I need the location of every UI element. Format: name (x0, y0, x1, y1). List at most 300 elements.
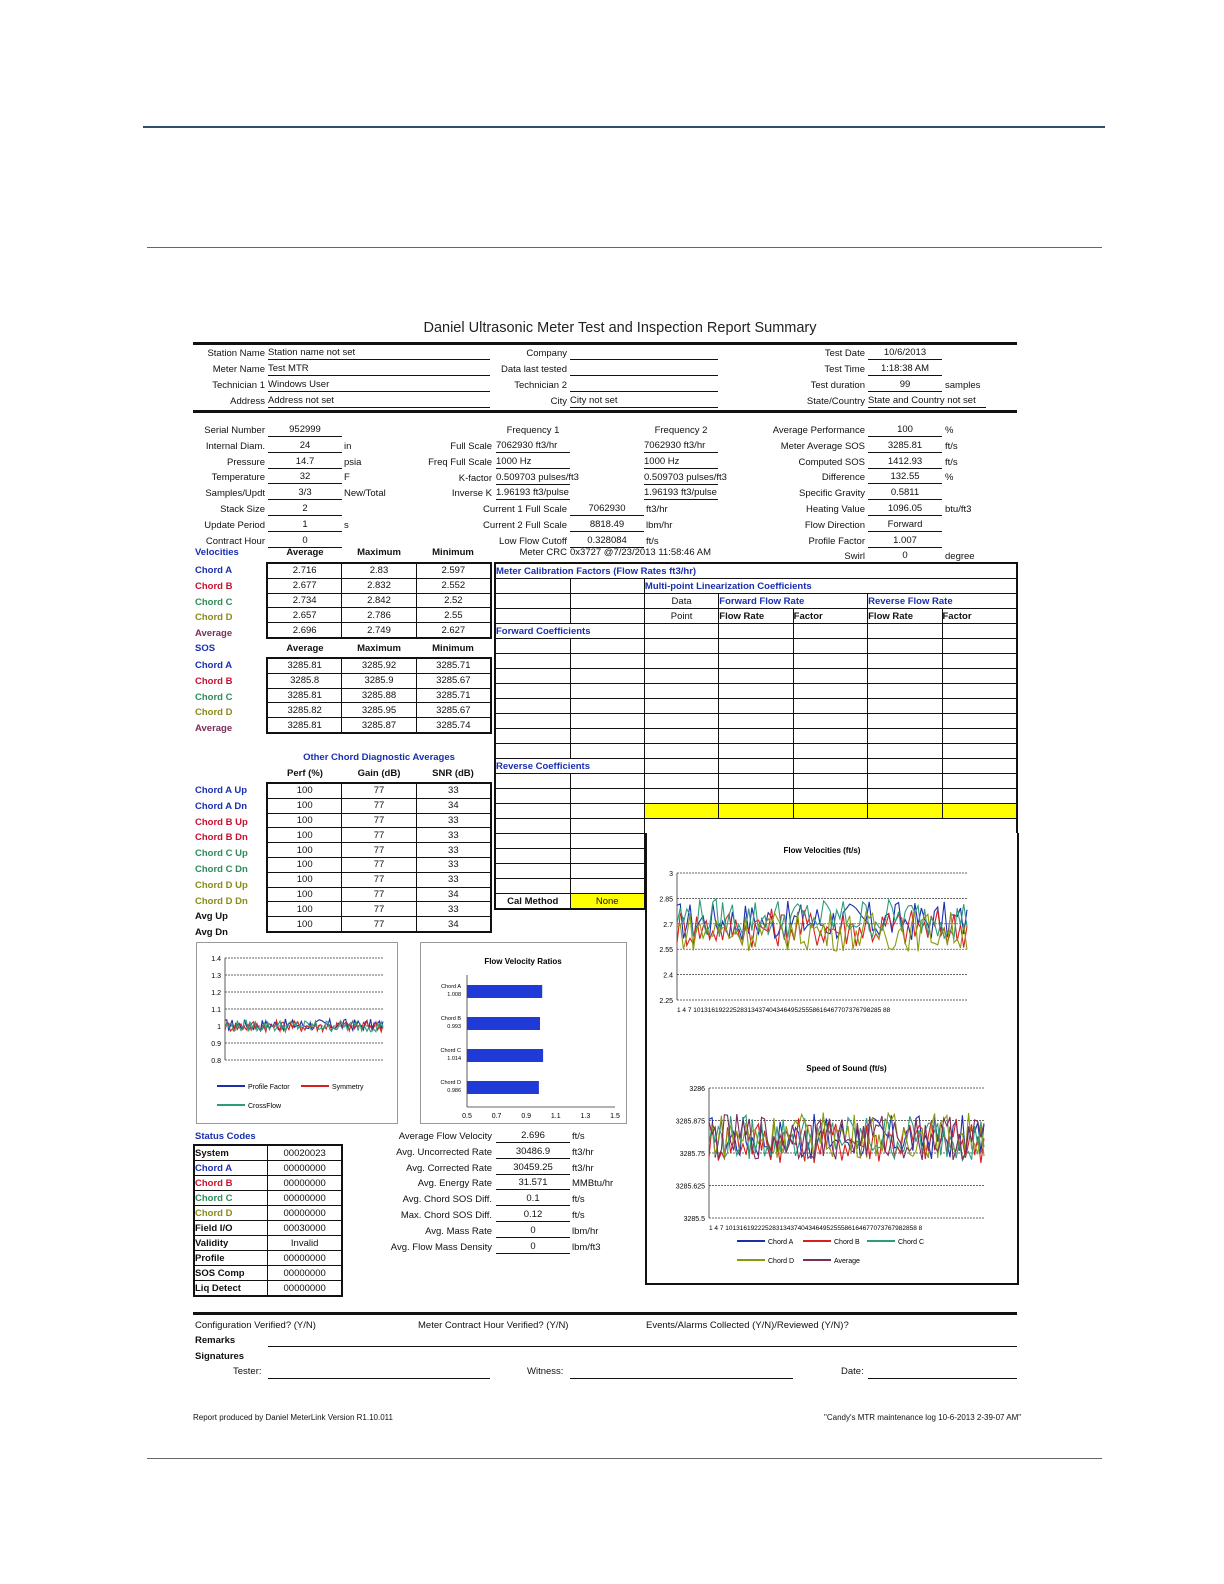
x-tick-label: 0.7 (491, 1113, 502, 1120)
meter-name: Test MTR (268, 363, 490, 376)
table-cell (942, 804, 1017, 819)
table-cell: 77 (342, 857, 416, 872)
table-row (495, 819, 1017, 834)
test-duration: 99 (868, 379, 942, 392)
row-label: Avg Up (195, 911, 228, 923)
column-header: Factor (942, 609, 1017, 624)
status-label: Field I/O (194, 1221, 268, 1236)
param-value: 3/3 (268, 487, 342, 500)
average-value: 0.12 (496, 1209, 570, 1222)
table-cell (719, 699, 793, 714)
technician2 (570, 379, 718, 392)
bar-category-label: Chord B (440, 1016, 461, 1022)
table-row (267, 593, 491, 608)
perf-value: Forward (868, 519, 942, 532)
current-value: 8818.49 (570, 519, 644, 532)
footer-rule (147, 1458, 1102, 1459)
table-row (267, 578, 491, 593)
table-cell (719, 759, 793, 774)
table-cell: 2.749 (342, 623, 416, 638)
date-line (868, 1378, 1017, 1379)
average-label: Avg. Corrected Rate (406, 1162, 492, 1174)
table-row (495, 639, 1017, 654)
table-row (267, 843, 491, 858)
data-grid (266, 782, 492, 933)
remarks-line (268, 1346, 1017, 1347)
table-cell (495, 864, 570, 879)
table-cell (570, 819, 644, 834)
profile-chart-box (196, 942, 398, 1124)
table-cell (495, 654, 570, 669)
tester-label: Tester: (233, 1366, 262, 1377)
table-cell (719, 774, 793, 789)
table-cell (868, 759, 942, 774)
table-row (495, 624, 1017, 639)
table-cell: 3285.92 (342, 658, 416, 673)
table-row (267, 623, 491, 638)
table-cell: 33 (416, 828, 491, 843)
table-cell: 33 (416, 902, 491, 917)
status-label: Chord A (194, 1161, 268, 1176)
top-rule (143, 126, 1105, 128)
table-cell (719, 714, 793, 729)
table-cell (719, 744, 793, 759)
table-cell (719, 804, 793, 819)
table-row (495, 654, 1017, 669)
average-unit: ft/s (572, 1210, 585, 1221)
report-title: Daniel Ultrasonic Meter Test and Inspection Report Summary (423, 320, 817, 336)
table-cell (495, 879, 570, 894)
table-row (194, 1236, 342, 1251)
table-row (495, 594, 1017, 609)
param-value: 14.7 (268, 456, 342, 469)
row-label: Chord D Dn (195, 895, 248, 907)
table-cell (495, 834, 570, 849)
table-row (495, 699, 1017, 714)
bar-chord-b (467, 1017, 540, 1030)
events-reviewed: Events/Alarms Collected (Y/N)/Reviewed (Y/N)? (646, 1320, 849, 1331)
table-cell: 100 (267, 783, 342, 798)
freq1-value: 0.509703 pulses/ft3 (496, 471, 579, 483)
param-unit: New/Total (344, 488, 386, 500)
station-name: Station name not set (268, 347, 490, 360)
table-cell (942, 819, 1017, 834)
legend-label: Chord B (834, 1239, 860, 1246)
average-value: 30459.25 (496, 1162, 570, 1175)
table-row (495, 759, 1017, 774)
table-cell (495, 714, 570, 729)
bar-chord-a (467, 985, 542, 998)
table-row (194, 1161, 342, 1176)
table-cell (719, 669, 793, 684)
tester-line (268, 1378, 490, 1379)
freq-label: K-factor (458, 472, 492, 484)
param-label: Contract Hour (205, 535, 265, 547)
param-unit: in (344, 440, 352, 452)
table-cell (868, 699, 942, 714)
table-cell (868, 684, 942, 699)
table-cell (942, 669, 1017, 684)
table-cell: 100 (267, 887, 342, 902)
average-value: 0 (496, 1225, 570, 1238)
table-cell (793, 789, 867, 804)
param-label: Temperature (211, 472, 265, 484)
data-grid (266, 657, 492, 734)
table-row (267, 917, 491, 932)
param-unit: psia (344, 456, 362, 468)
table-cell (793, 744, 867, 759)
y-tick-label: 2.7 (663, 921, 673, 929)
table-cell (495, 699, 570, 714)
table-cell: 77 (342, 917, 416, 932)
table-cell: 34 (416, 798, 491, 813)
table-cell (942, 624, 1017, 639)
technician1: Windows User (268, 379, 490, 392)
table-cell (570, 669, 644, 684)
row-label: Avg Dn (195, 927, 228, 939)
y-tick-label: 1.2 (211, 990, 221, 997)
freq1-value: 1000 Hz (496, 456, 570, 469)
perf-value: 100 (868, 424, 942, 437)
table-cell: 2.55 (416, 608, 491, 623)
table-row (194, 1145, 342, 1161)
perf-label: Difference (821, 472, 865, 484)
table-cell (942, 654, 1017, 669)
calibration-title: Meter Calibration Factors (Flow Rates ft3/hr) (495, 563, 1017, 579)
y-tick-label: 2.85 (659, 896, 673, 904)
column-header: Perf (%) (287, 768, 323, 779)
row-label: Chord A (195, 660, 233, 671)
status-value: Invalid (268, 1236, 342, 1251)
config-verified: Configuration Verified? (Y/N) (195, 1320, 316, 1331)
table-cell (793, 759, 867, 774)
row-label: Average (195, 628, 233, 640)
status-value: 00000000 (268, 1266, 342, 1281)
y-tick-label: 0.8 (211, 1058, 221, 1065)
row-label: Chord B Dn (195, 832, 248, 844)
cal-method-value: None (570, 894, 644, 910)
row-label: Chord B Up (195, 816, 248, 828)
table-row (495, 579, 1017, 594)
status-label: Profile (194, 1251, 268, 1266)
table-cell: 2.696 (267, 623, 342, 638)
table-cell (942, 774, 1017, 789)
legend-label: Chord C (898, 1239, 925, 1246)
table-cell (570, 729, 644, 744)
table-cell (570, 774, 644, 789)
table-cell: 2.716 (267, 563, 342, 578)
x-tick-label: 1.5 (610, 1113, 620, 1120)
freq1-value: 1.96193 ft3/pulse (496, 487, 569, 499)
average-label: Average Flow Velocity (398, 1131, 492, 1142)
table-cell (570, 714, 644, 729)
chart-title: Speed of Sound (ft/s) (806, 1064, 887, 1073)
table-cell (570, 684, 644, 699)
table-cell: 3285.71 (416, 688, 491, 703)
table-cell (644, 699, 718, 714)
table-cell (719, 789, 793, 804)
y-tick-label: 3 (669, 871, 673, 878)
x-tick-label: 1.1 (550, 1113, 561, 1120)
date-label: Date: (841, 1366, 864, 1377)
param-value: 32 (268, 471, 342, 484)
table-cell (868, 669, 942, 684)
row-label: Chord A Dn (195, 800, 248, 812)
table-cell (942, 639, 1017, 654)
table-cell (793, 714, 867, 729)
freq-label: Inverse K (451, 488, 492, 500)
y-tick-label: 1.1 (211, 1007, 221, 1014)
table-cell (570, 609, 644, 624)
table-cell: 100 (267, 798, 342, 813)
x-tick-labels: 1 4 7 1013161922252831343740434649525558616467707376798285 88 (677, 1007, 891, 1014)
freq-label: Freq Full Scale (428, 456, 492, 468)
average-value: 31.571 (496, 1177, 570, 1190)
row-label: Chord A (195, 565, 233, 576)
table-cell (719, 819, 793, 834)
perf-label: Swirl (844, 551, 865, 563)
legend-label: Average (834, 1258, 860, 1265)
sos-title: SOS (195, 643, 216, 654)
right-chart-panel (645, 833, 1019, 1285)
table-cell: 2.734 (267, 593, 342, 608)
table-cell: 77 (342, 887, 416, 902)
perf-value: 3285.81 (868, 440, 942, 453)
table-cell (719, 639, 793, 654)
average-value: 0.1 (496, 1193, 570, 1206)
freq-label: Full Scale (450, 441, 492, 452)
table-cell (868, 624, 942, 639)
table-cell: 34 (416, 917, 491, 932)
chart-title: Flow Velocities (ft/s) (783, 846, 861, 855)
perf-unit: ft/s (945, 456, 958, 468)
table-row (267, 798, 491, 813)
average-unit: ft/s (572, 1131, 585, 1142)
row-label: Chord C Up (195, 848, 248, 860)
bar-chord-d (467, 1081, 539, 1094)
table-cell (570, 804, 644, 819)
table-cell: 100 (267, 902, 342, 917)
table-cell (570, 699, 644, 714)
table-cell (868, 804, 942, 819)
table-cell (495, 579, 570, 594)
table-cell (570, 654, 644, 669)
table-cell (644, 804, 718, 819)
current-unit: lbm/hr (646, 519, 673, 531)
table-cell (942, 684, 1017, 699)
perf-value: 1412.93 (868, 456, 942, 469)
status-label: System (194, 1145, 268, 1161)
table-row (495, 774, 1017, 789)
table-cell (644, 759, 718, 774)
table-row (495, 563, 1017, 579)
table-cell: 2.552 (416, 578, 491, 593)
freq1-value: 7062930 ft3/hr (496, 440, 570, 453)
status-grid (193, 1144, 343, 1297)
average-unit: MMBtu/hr (572, 1178, 614, 1190)
y-tick-label: 1 (217, 1024, 221, 1031)
row-label: Chord A Up (195, 785, 248, 796)
table-row (267, 658, 491, 673)
table-cell: 3285.82 (267, 703, 342, 718)
table-cell (868, 714, 942, 729)
forward-coefficients: Forward Coefficients (495, 624, 644, 639)
table-cell (942, 789, 1017, 804)
status-value: 00000000 (268, 1206, 342, 1221)
column-header: Maximum (357, 547, 401, 558)
table-cell: 77 (342, 828, 416, 843)
table-cell: 3285.71 (416, 658, 491, 673)
table-cell: 3285.81 (267, 688, 342, 703)
witness-line (570, 1378, 793, 1379)
table-cell: 3285.81 (267, 718, 342, 733)
table-cell: 77 (342, 798, 416, 813)
status-value: 00000000 (268, 1281, 342, 1297)
table-cell (793, 639, 867, 654)
table-cell: 3285.67 (416, 673, 491, 688)
x-tick-label: 0.9 (521, 1113, 532, 1120)
table-cell (644, 819, 718, 834)
column-header: Factor (793, 609, 867, 624)
table-cell (644, 789, 718, 804)
table-cell (570, 594, 644, 609)
average-label: Avg. Flow Mass Density (390, 1241, 492, 1253)
table-cell: 3285.8 (267, 673, 342, 688)
param-label: Serial Number (204, 425, 265, 436)
table-cell: 100 (267, 813, 342, 828)
chart-title: Flow Velocity Ratios (484, 957, 562, 966)
perf-value: 1096.05 (868, 503, 942, 516)
table-row (194, 1251, 342, 1266)
perf-label: Computed SOS (798, 456, 865, 468)
table-row (267, 872, 491, 887)
contract-verified: Meter Contract Hour Verified? (Y/N) (418, 1320, 569, 1331)
divider (193, 342, 1017, 345)
table-cell: 3285.74 (416, 718, 491, 733)
table-row (495, 729, 1017, 744)
freq2-header: Frequency 2 (654, 425, 708, 436)
y-tick-label: 2.55 (659, 947, 673, 955)
point-label: Point (644, 609, 718, 624)
table-row (267, 783, 491, 798)
table-cell: 77 (342, 902, 416, 917)
table-cell (644, 744, 718, 759)
table-cell (793, 804, 867, 819)
cal-method-label: Cal Method (495, 894, 570, 910)
table-cell (570, 744, 644, 759)
table-row (495, 609, 1017, 624)
table-cell (793, 669, 867, 684)
average-label: Avg. Chord SOS Diff. (402, 1194, 492, 1206)
average-unit: lbm/ft3 (572, 1241, 601, 1253)
header-rule (147, 247, 1102, 248)
witness-label: Witness: (527, 1366, 564, 1377)
table-cell (495, 669, 570, 684)
table-cell (942, 759, 1017, 774)
perf-label: Flow Direction (804, 519, 865, 531)
status-value: 00000000 (268, 1251, 342, 1266)
table-cell (495, 819, 570, 834)
row-label: Chord C Dn (195, 864, 248, 875)
table-cell: 100 (267, 843, 342, 858)
table-row (495, 744, 1017, 759)
status-label: Chord C (194, 1191, 268, 1206)
legend-label: Symmetry (332, 1084, 364, 1091)
table-cell (793, 654, 867, 669)
table-row (495, 669, 1017, 684)
table-row (267, 608, 491, 623)
current-label: Current 2 Full Scale (483, 519, 567, 531)
table-cell (495, 804, 570, 819)
table-cell (495, 684, 570, 699)
table-cell (644, 729, 718, 744)
param-value: 2 (268, 503, 342, 516)
column-header: SNR (dB) (432, 768, 474, 779)
column-header: Flow Rate (719, 609, 793, 624)
table-row (267, 857, 491, 872)
table-row (267, 673, 491, 688)
status-title: Status Codes (195, 1131, 256, 1142)
table-cell (868, 789, 942, 804)
table-cell: 3285.81 (267, 658, 342, 673)
table-cell (719, 624, 793, 639)
status-value: 00000000 (268, 1176, 342, 1191)
table-row (267, 563, 491, 578)
row-label: Average (195, 723, 233, 735)
row-label: Chord C (195, 691, 233, 703)
current-value: 0.328084 (570, 535, 644, 548)
table-cell: 33 (416, 872, 491, 887)
table-row (267, 703, 491, 718)
flow-velocities-chart (647, 833, 1017, 1033)
reverse-flow-rate-header: Reverse Flow Rate (868, 594, 1017, 609)
table-cell (570, 789, 644, 804)
perf-label: Average Performance (772, 425, 865, 436)
status-label: Validity (194, 1236, 268, 1251)
column-header: Average (286, 547, 324, 558)
table-cell (495, 789, 570, 804)
sos-chart (647, 1048, 1017, 1288)
table-row (194, 1221, 342, 1236)
y-tick-label: 3285.75 (679, 1151, 705, 1158)
table-cell (942, 729, 1017, 744)
status-label: Liq Detect (194, 1281, 268, 1297)
table-cell: 2.677 (267, 578, 342, 593)
diag-title: Other Chord Diagnostic Averages (303, 752, 455, 763)
state-country: State and Country not set (868, 395, 986, 408)
table-cell: 33 (416, 783, 491, 798)
average-unit: ft/s (572, 1194, 585, 1206)
table-cell (644, 774, 718, 789)
table-cell (719, 684, 793, 699)
perf-value: 0 (868, 550, 942, 563)
status-label: Chord B (194, 1176, 268, 1191)
table-cell: 33 (416, 857, 491, 872)
divider (193, 410, 1017, 413)
average-label: Max. Chord SOS Diff. (400, 1210, 492, 1221)
y-tick-label: 3285.875 (675, 1118, 705, 1126)
table-cell (495, 594, 570, 609)
table-row (495, 714, 1017, 729)
multipoint-title: Multi-point Linearization Coefficients (644, 579, 1017, 594)
table-cell: 2.786 (342, 608, 416, 623)
table-cell: 2.597 (416, 563, 491, 578)
average-label: Avg. Uncorrected Rate (396, 1146, 492, 1158)
table-row (267, 828, 491, 843)
status-label: SOS Comp (194, 1266, 268, 1281)
table-cell (719, 654, 793, 669)
table-cell (942, 714, 1017, 729)
